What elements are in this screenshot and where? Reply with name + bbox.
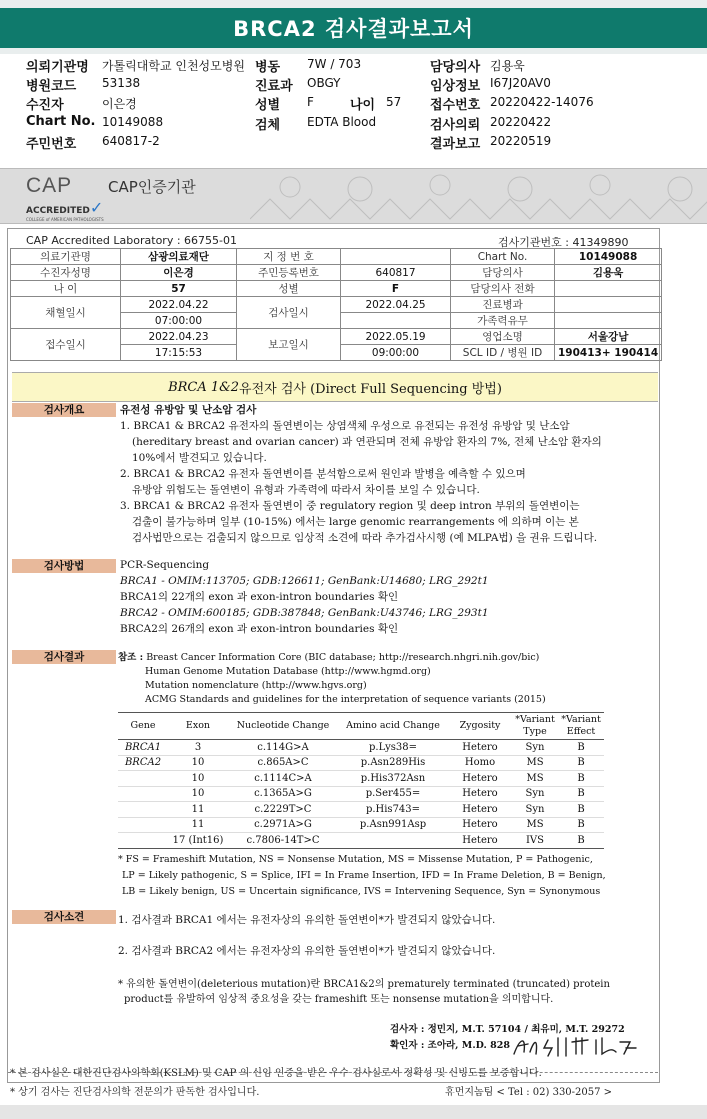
institution-number: 검사기관번호 : 41349890 bbox=[498, 236, 629, 249]
header-value-text: 가톨릭대학교 인천성모병원 bbox=[102, 59, 245, 73]
header-key-text: 주민번호 bbox=[26, 137, 77, 152]
table-cell: MS bbox=[512, 817, 558, 833]
cell: 가족력유무 bbox=[451, 313, 555, 329]
table-cell: c.114G>A bbox=[228, 740, 338, 756]
header-value-text: 김용욱 bbox=[490, 59, 525, 73]
table-cell bbox=[338, 833, 448, 849]
confirmer: 확인자 : 조아라, M.D. 828 bbox=[390, 1040, 510, 1051]
header-key bbox=[26, 133, 76, 152]
conclusion-tag: 검사소견 bbox=[12, 910, 116, 924]
header-value-text: 7W / 703 bbox=[307, 57, 362, 71]
overview-line: 검사법만으로는 검출되지 않으므로 임상적 소견에 따라 추가검사시행 (예 MLPA법) 을 권유 드립니다. bbox=[132, 532, 598, 544]
section-heading bbox=[12, 372, 658, 402]
cell: 영업소명 bbox=[451, 329, 555, 345]
cell bbox=[555, 313, 662, 329]
table-row bbox=[118, 833, 604, 849]
footnote-line: * FS = Frameshift Mutation, NS = Nonsense Mutation, MS = Missense Mutation, P = Pathogenic, bbox=[118, 854, 593, 865]
cell: 2022.04.23 bbox=[121, 329, 237, 345]
cell: F bbox=[341, 281, 451, 297]
overview-tag: 검사개요 bbox=[12, 403, 116, 417]
table-cell: 11 bbox=[168, 817, 228, 833]
header-value bbox=[102, 115, 163, 129]
header-value-text: I67J20AV0 bbox=[490, 76, 551, 90]
report-title: BRCA2 검사결과보고서 bbox=[233, 17, 474, 41]
header-value-text: EDTA Blood bbox=[307, 115, 377, 129]
header-value bbox=[102, 76, 140, 90]
table-cell: Homo bbox=[448, 755, 512, 771]
table-cell: MS bbox=[512, 755, 558, 771]
cell bbox=[555, 297, 662, 313]
header-key-text: 진료과 bbox=[255, 79, 293, 94]
table-cell: MS bbox=[512, 771, 558, 787]
header-value bbox=[102, 57, 245, 74]
header-key bbox=[26, 75, 76, 94]
overview-line: 2. BRCA1 & BRCA2 유전자 돌연변이를 분석함으로써 원인과 발병을 예측할 수 있으며 bbox=[120, 468, 526, 480]
cell: 640817 bbox=[341, 265, 451, 281]
cell: Chart No. bbox=[451, 249, 555, 265]
column-header: Amino acid Change bbox=[338, 713, 448, 740]
header-key-text: 성별 bbox=[255, 98, 281, 113]
header-key-text: 수진자 bbox=[26, 98, 64, 113]
signature-image bbox=[512, 1032, 642, 1058]
table-cell: IVS bbox=[512, 833, 558, 849]
header-value bbox=[307, 95, 314, 109]
cell: 10149088 bbox=[555, 249, 662, 265]
variant-footnote bbox=[118, 852, 606, 900]
header-key bbox=[350, 94, 375, 113]
header-key-text: 검사의뢰 bbox=[430, 118, 481, 133]
header-value bbox=[307, 115, 376, 129]
table-cell: Hetero bbox=[448, 833, 512, 849]
table-cell: p.Lys38= bbox=[338, 740, 448, 756]
header-value bbox=[102, 134, 160, 148]
table-cell: Hetero bbox=[448, 740, 512, 756]
table-cell: c.2229T>C bbox=[228, 802, 338, 818]
cell: 검사일시 bbox=[237, 297, 341, 329]
table-row bbox=[118, 755, 604, 771]
table-cell: Hetero bbox=[448, 786, 512, 802]
method-tag: 검사방법 bbox=[12, 559, 116, 573]
certification-note: * 본 검사실은 대한진단검사의학회(KSLM) 및 CAP 의 신임 인증을 받은 우수 검사실로서 정확성 및 신빙도를 보증합니다. bbox=[10, 1068, 542, 1079]
cell: 담당의사 bbox=[451, 265, 555, 281]
header-value bbox=[102, 95, 137, 112]
method-line: PCR-Sequencing bbox=[120, 559, 210, 571]
cap-lab-number: CAP Accredited Laboratory : 66755-01 bbox=[26, 234, 237, 247]
overview-line: 3. BRCA1 & BRCA2 유전자 돌연변이 중 regulatory region 및 deep intron 부위의 돌연변이는 bbox=[120, 500, 580, 512]
header-key-text: 의뢰기관명 bbox=[26, 60, 89, 75]
table-cell: Syn bbox=[512, 786, 558, 802]
header-value-text: 20220422 bbox=[490, 115, 552, 129]
cell: 성별 bbox=[237, 281, 341, 297]
reading-note: * 상기 검사는 진단검사의학 전문의가 판독한 검사입니다. bbox=[10, 1087, 260, 1098]
report-title-bar bbox=[0, 0, 707, 54]
header-value bbox=[490, 57, 525, 74]
header-key bbox=[255, 56, 280, 75]
table-cell: p.Ser455= bbox=[338, 786, 448, 802]
table-cell: p.His372Asn bbox=[338, 771, 448, 787]
cell: 2022.04.25 bbox=[341, 297, 451, 313]
header-key bbox=[430, 56, 480, 75]
team-contact: 휴먼지놈팀 < Tel : 02) 330-2057 > bbox=[445, 1087, 613, 1098]
cap-band bbox=[0, 168, 707, 224]
reference-item: Mutation nomenclature (http://www.hgvs.org) bbox=[145, 680, 367, 691]
overview-line: 1. BRCA1 & BRCA2 유전자의 돌연변이는 상염색체 우성으로 유전되는 유전성 유방암 및 난소암 bbox=[120, 420, 570, 432]
header-key bbox=[430, 94, 480, 113]
overview-line: 유방암 위험도는 돌연변이 유형과 가족력에 따라서 차이를 보일 수 있습니다. bbox=[132, 484, 480, 496]
header-key-text: Chart No. bbox=[26, 114, 96, 129]
cell: 190413+ 190414 bbox=[555, 345, 662, 361]
method-line: BRCA1 - OMIM:113705; GDB:126611; GenBank:U14680; LRG_292t1 bbox=[120, 575, 489, 587]
cell: 의료기관명 bbox=[11, 249, 121, 265]
header-key-text: 검체 bbox=[255, 118, 281, 133]
age-label: 나이 bbox=[350, 98, 376, 113]
column-header: Exon bbox=[168, 713, 228, 740]
cell: 채혈일시 bbox=[11, 297, 121, 329]
header-value bbox=[307, 76, 341, 90]
cell: 주민등록번호 bbox=[237, 265, 341, 281]
table-cell: Hetero bbox=[448, 802, 512, 818]
table-cell bbox=[118, 802, 168, 818]
conclusion-line: 1. 검사결과 BRCA1 에서는 유전자상의 유의한 돌연변이*가 발견되지 않았습니다. bbox=[118, 914, 496, 926]
cell bbox=[341, 313, 451, 329]
cell bbox=[555, 281, 662, 297]
section-heading-text: 유전자 검사 (Direct Full Sequencing 방법) bbox=[239, 381, 502, 397]
column-header: Zygosity bbox=[448, 713, 512, 740]
header-value-text: 10149088 bbox=[102, 115, 164, 129]
table-cell bbox=[118, 833, 168, 849]
header-value bbox=[490, 95, 594, 109]
header-value-text: 640817-2 bbox=[102, 134, 160, 148]
table-cell: 17 (Int16) bbox=[168, 833, 228, 849]
table-cell: B bbox=[558, 786, 604, 802]
overview-heading: 유전성 유방암 및 난소암 검사 bbox=[120, 404, 257, 416]
examiner: 검사자 : 정민지, M.T. 57104 / 최유미, M.T. 29272 bbox=[390, 1024, 625, 1035]
table-cell: BRCA1 bbox=[118, 740, 168, 756]
footnote-line: LB = Likely benign, US = Uncertain significance, IVS = Intervening Sequence, Syn = Synonymous bbox=[122, 886, 601, 897]
header-key bbox=[26, 114, 95, 129]
table-cell: c.865A>C bbox=[228, 755, 338, 771]
cell: 이은경 bbox=[121, 265, 237, 281]
cell bbox=[341, 249, 451, 265]
cap-certified-label: CAP인증기관 bbox=[108, 178, 196, 196]
cell: 나 이 bbox=[11, 281, 121, 297]
overview-line: 10%에서 발견되고 있습니다. bbox=[132, 452, 267, 464]
patient-info-table bbox=[10, 248, 662, 361]
overview-line: (hereditary breast and ovarian cancer) 과 연관되며 전체 유방암 환자의 7%, 전체 난소암 환자의 bbox=[132, 436, 602, 448]
header-key bbox=[430, 133, 480, 152]
conclusion-note: * 유의한 돌연변이(deleterious mutation)란 BRCA1&2의 prematurely terminated (truncated) protein bbox=[118, 979, 610, 990]
column-header: Nucleotide Change bbox=[228, 713, 338, 740]
header-value-text: 20220519 bbox=[490, 134, 552, 148]
header-key bbox=[430, 75, 480, 94]
method-text bbox=[120, 557, 489, 637]
table-cell: Syn bbox=[512, 740, 558, 756]
header-key bbox=[26, 94, 64, 113]
table-cell: 10 bbox=[168, 755, 228, 771]
method-line: BRCA1의 22개의 exon 과 exon-intron boundaries 확인 bbox=[120, 591, 399, 603]
table-cell: p.Asn289His bbox=[338, 755, 448, 771]
cell: 삼광의료재단 bbox=[121, 249, 237, 265]
header-value bbox=[386, 95, 401, 109]
header-key-text: 결과보고 bbox=[430, 137, 481, 152]
cell: 진료병과 bbox=[451, 297, 555, 313]
result-tag: 검사결과 bbox=[12, 650, 116, 664]
table-cell: 11 bbox=[168, 802, 228, 818]
table-cell: c.2971A>G bbox=[228, 817, 338, 833]
column-header: *Variant Effect bbox=[558, 713, 604, 740]
conclusion-line: 2. 검사결과 BRCA2 에서는 유전자상의 유의한 돌연변이*가 발견되지 않았습니다. bbox=[118, 945, 496, 957]
cell: 담당의사 전화 bbox=[451, 281, 555, 297]
cell: 서울강남 bbox=[555, 329, 662, 345]
table-cell bbox=[118, 771, 168, 787]
header-key bbox=[255, 94, 280, 113]
cap-accredited-text: ACCREDITED bbox=[26, 206, 90, 216]
cell: 보고일시 bbox=[237, 329, 341, 361]
header-value-text: 53138 bbox=[102, 76, 141, 90]
cell: 57 bbox=[121, 281, 237, 297]
cap-logo bbox=[26, 174, 104, 222]
header-key-text: 담당의사 bbox=[430, 60, 481, 75]
table-cell: B bbox=[558, 740, 604, 756]
column-header: Gene bbox=[118, 713, 168, 740]
table-cell: p.Asn991Asp bbox=[338, 817, 448, 833]
header-value bbox=[307, 57, 361, 71]
cell: 김용욱 bbox=[555, 265, 662, 281]
header-key-text: 임상정보 bbox=[430, 79, 481, 94]
table-cell: Hetero bbox=[448, 771, 512, 787]
table-row bbox=[118, 740, 604, 756]
conclusion-note: product를 유발하여 임상적 중요성을 갖는 frameshift 또는 nonsense mutation을 의미합니다. bbox=[124, 994, 554, 1005]
cell: 2022.04.22 bbox=[121, 297, 237, 313]
table-cell bbox=[118, 786, 168, 802]
header-value-text: 20220422-14076 bbox=[490, 95, 594, 109]
column-header: *Variant Type bbox=[512, 713, 558, 740]
header-value bbox=[490, 134, 551, 148]
header-value-text: F bbox=[307, 95, 314, 109]
cap-logo-text: CAP bbox=[26, 174, 73, 197]
header-value bbox=[490, 115, 551, 129]
table-cell: Hetero bbox=[448, 817, 512, 833]
header-value-text: 이은경 bbox=[102, 97, 137, 111]
reference-item: Breast Cancer Information Core (BIC database; http://research.nhgri.nih.gov/bic) bbox=[146, 652, 540, 663]
table-cell: c.7806-14T>C bbox=[228, 833, 338, 849]
table-cell: B bbox=[558, 817, 604, 833]
table-cell: B bbox=[558, 755, 604, 771]
header-key-text: 병원코드 bbox=[26, 79, 77, 94]
cell: 17:15:53 bbox=[121, 345, 237, 361]
overview-text bbox=[120, 402, 602, 546]
table-cell: Syn bbox=[512, 802, 558, 818]
age-value: 57 bbox=[386, 95, 402, 109]
table-cell: c.1114C>A bbox=[228, 771, 338, 787]
references bbox=[118, 651, 546, 707]
cell: 지 정 번 호 bbox=[237, 249, 341, 265]
header-value bbox=[490, 76, 551, 90]
table-cell bbox=[118, 817, 168, 833]
method-line: BRCA2 - OMIM:600185; GDB:387848; GenBank:U43746; LRG_293t1 bbox=[120, 607, 489, 619]
method-line: BRCA2의 26개의 exon 과 exon-intron boundaries 확인 bbox=[120, 623, 399, 635]
cell: 접수일시 bbox=[11, 329, 121, 361]
header-key bbox=[255, 114, 280, 133]
header-value-text: OBGY bbox=[307, 76, 341, 90]
reference-label: 참조 : bbox=[118, 652, 144, 663]
cap-college-text: COLLEGE of AMERICAN PATHOLOGISTS bbox=[26, 217, 104, 222]
cell: 수진자성명 bbox=[11, 265, 121, 281]
checkmark-icon: ✓ bbox=[89, 198, 104, 217]
decorative-pattern bbox=[250, 169, 707, 224]
table-row bbox=[118, 771, 604, 787]
header-key-text: 병동 bbox=[255, 60, 281, 75]
footer-bar bbox=[0, 1105, 707, 1119]
table-cell: c.1365A>G bbox=[228, 786, 338, 802]
table-cell: p.His743= bbox=[338, 802, 448, 818]
section-heading-italic: BRCA 1&2 bbox=[168, 379, 240, 395]
reference-item: ACMG Standards and guidelines for the interpretation of sequence variants (2015) bbox=[145, 694, 546, 705]
cell: 07:00:00 bbox=[121, 313, 237, 329]
overview-line: 검출이 불가능하며 일부 (10-15%) 에서는 large genomic rearrangements 에 의하며 이는 본 bbox=[132, 516, 579, 528]
header-key-text: 접수번호 bbox=[430, 98, 481, 113]
header-key bbox=[430, 114, 480, 133]
table-cell: B bbox=[558, 771, 604, 787]
table-cell: 10 bbox=[168, 771, 228, 787]
table-cell: 3 bbox=[168, 740, 228, 756]
table-cell: BRCA2 bbox=[118, 755, 168, 771]
header-key bbox=[255, 75, 293, 94]
variant-table bbox=[118, 712, 604, 849]
table-cell: B bbox=[558, 833, 604, 849]
cell: 2022.05.19 bbox=[341, 329, 451, 345]
table-row bbox=[118, 786, 604, 802]
table-row bbox=[118, 802, 604, 818]
header-key bbox=[26, 56, 89, 75]
table-cell: B bbox=[558, 802, 604, 818]
table-row bbox=[118, 817, 604, 833]
footnote-line: LP = Likely pathogenic, S = Splice, IFI = In Frame Insertion, IFD = In Frame Deletion, B = Benign, bbox=[122, 870, 606, 881]
cell: 09:00:00 bbox=[341, 345, 451, 361]
table-cell: 10 bbox=[168, 786, 228, 802]
reference-item: Human Genome Mutation Database (http://www.hgmd.org) bbox=[145, 666, 431, 677]
cell: SCL ID / 병원 ID bbox=[451, 345, 555, 361]
